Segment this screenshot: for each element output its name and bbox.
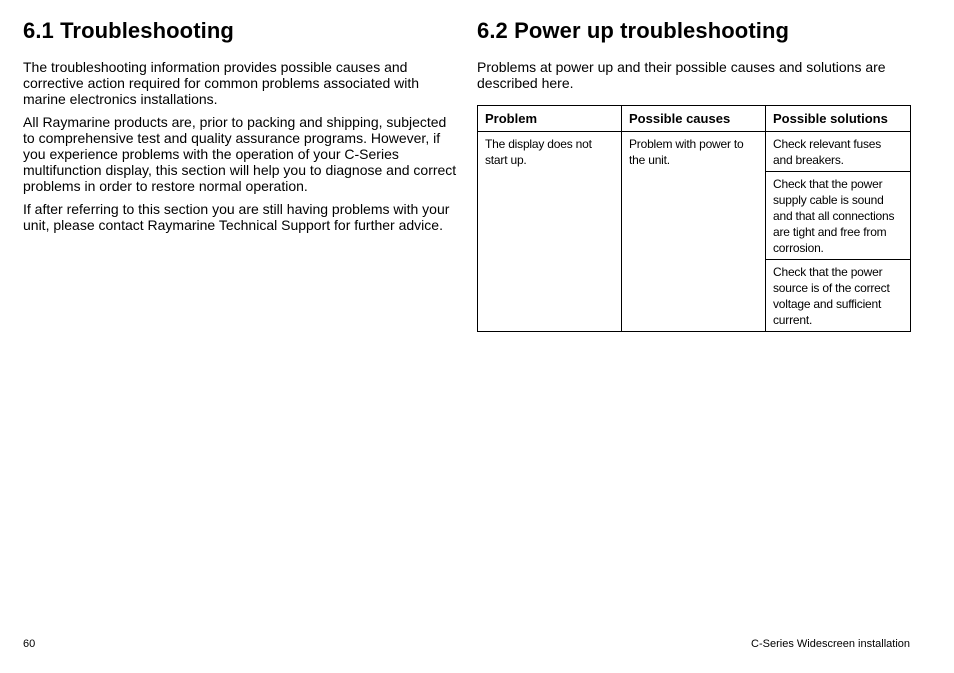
cell-solution-2: Check that the power supply cable is sound and that all connections are tight and free from corrosion. [766, 172, 911, 260]
power-up-body [477, 59, 910, 98]
paragraph-quality: All Raymarine products are, prior to packing and shipping, subjected to comprehensive test and quality assurance programs. However, if you experience problems with the operation of your C-Series multifunction display, this section will help you to diagnose and correct problems in order to restore normal operation. [23, 114, 457, 194]
power-up-table [477, 105, 911, 332]
cell-cause: Problem with power to the unit. [622, 132, 766, 332]
header-causes: Possible causes [622, 106, 766, 132]
header-problem: Problem [478, 106, 622, 132]
section-title-power-up: 6.2 Power up troubleshooting [477, 18, 790, 43]
table-row [478, 132, 911, 172]
section-title-troubleshooting: 6.1 Troubleshooting [23, 18, 234, 43]
page-number: 60 [23, 638, 36, 650]
cell-problem: The display does not start up. [478, 132, 622, 332]
document-title: C-Series Widescreen installation [751, 638, 910, 650]
troubleshooting-body [23, 59, 459, 240]
table-header-row [478, 106, 911, 132]
cell-solution-1: Check relevant fuses and breakers. [766, 132, 911, 172]
cell-solution-3: Check that the power source is of the correct voltage and sufficient current. [766, 260, 911, 332]
header-solutions: Possible solutions [766, 106, 911, 132]
paragraph-intro: The troubleshooting information provides possible causes and corrective action required for common problems associated with marine electronics installations. [23, 59, 420, 107]
paragraph-power-intro: Problems at power up and their possible causes and solutions are described here. [477, 59, 886, 91]
paragraph-support: If after referring to this section you are still having problems with your unit, please contact Raymarine Technical Support for further advice. [23, 201, 450, 233]
